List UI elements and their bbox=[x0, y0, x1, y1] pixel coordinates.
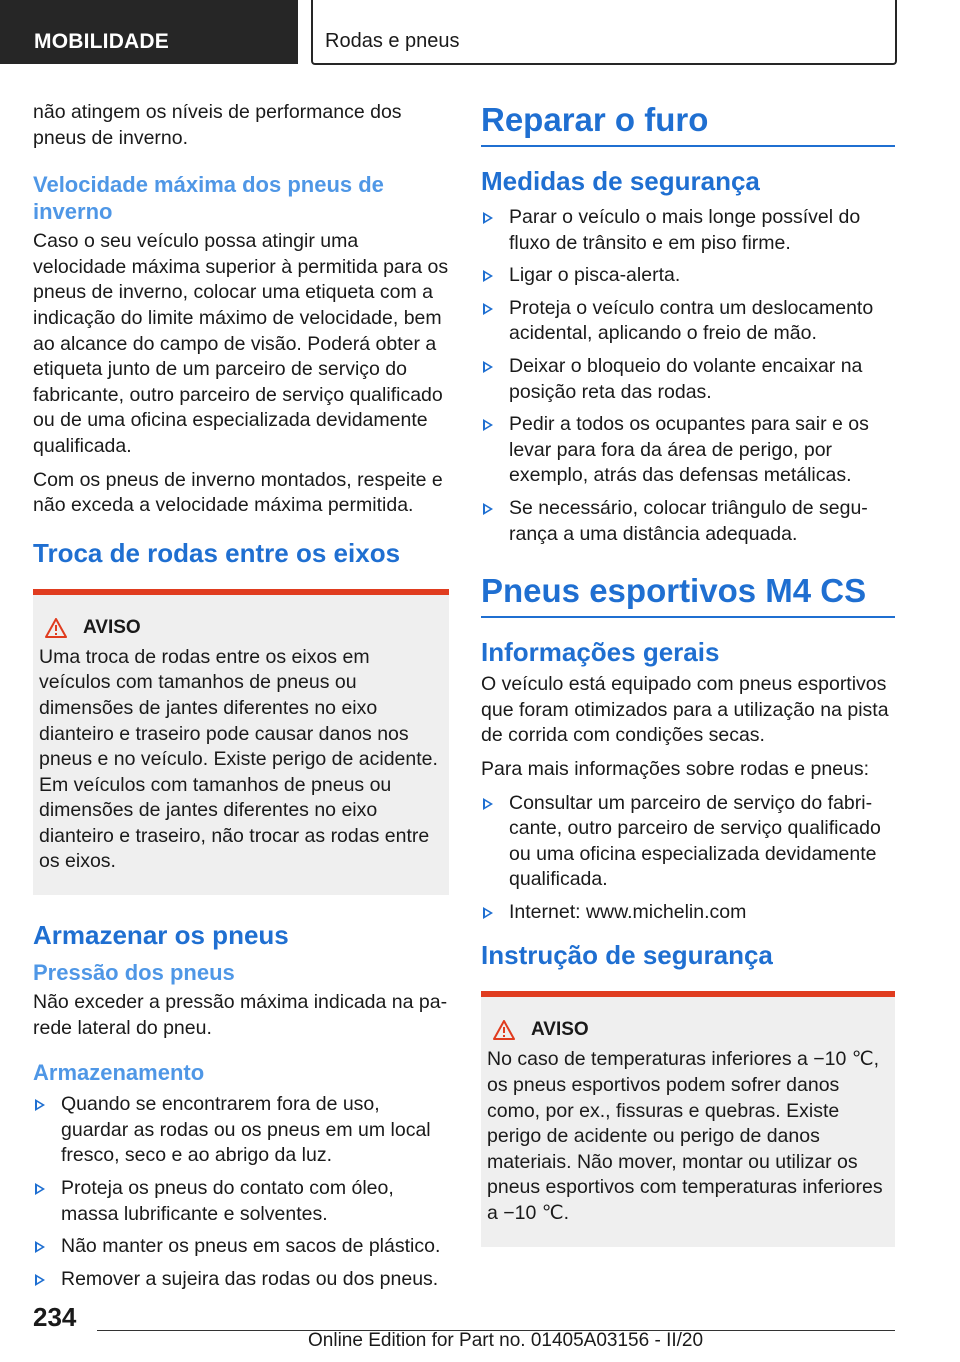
list-item: Consultar um parceiro de serviço do fabricante, outro parceiro de serviço qualificado ou uma oficina especializada devidamente qualificada. bbox=[481, 791, 895, 893]
heading-instrucao: Instrução de segurança bbox=[481, 940, 773, 971]
warning-box-troca bbox=[33, 589, 449, 895]
left-column bbox=[33, 100, 449, 1306]
triangle-bullet-icon bbox=[35, 1241, 45, 1253]
heading-armazenamento: Armazenamento bbox=[33, 1060, 205, 1086]
footer-edition: Online Edition for Part no. 01405A03156 - II/20 bbox=[308, 1330, 704, 1351]
heading-armazenar: Armazenar os pneus bbox=[33, 920, 289, 951]
info-list bbox=[481, 791, 895, 926]
right-column bbox=[481, 100, 895, 1271]
triangle-bullet-icon bbox=[483, 361, 493, 373]
list-item: Ligar o pisca-alerta. bbox=[481, 263, 895, 289]
warning-title: AVISO bbox=[487, 1019, 889, 1041]
paragraph-velocidade-2: Com os pneus de inverno montados, respeite e não exceda a velocidade máxima permitida. bbox=[33, 468, 443, 517]
list-item: Parar o veículo o mais longe possível do fluxo de trânsito e em piso firme. bbox=[481, 205, 895, 256]
warning-box-temperatura bbox=[481, 991, 895, 1246]
triangle-bullet-icon bbox=[483, 270, 493, 282]
triangle-bullet-icon bbox=[35, 1274, 45, 1286]
heading-reparar: Reparar o furo bbox=[481, 100, 895, 147]
section-title: MOBILIDADE bbox=[34, 30, 169, 53]
triangle-bullet-icon bbox=[35, 1099, 45, 1111]
paragraph-velocidade-1: Caso o seu veículo possa atingir uma velocidade máxima superior à permitida para os pneus de inverno, colocar uma etiqueta com a indicação do limite máximo de velocidade, bem ao alcance do campo de visão. Poderá obter a etiqueta junto de um parceiro de serviço do fabricante, outro parceiro de serviço qualificado ou de uma oficina especializada devidamente qualificada. bbox=[33, 230, 449, 457]
warning-text: No caso de temperaturas inferiores a −10 ℃, os pneus esportivos podem sofrer danos como, por ex., fissuras e quebras. Existe perigo de acidente ou perigo de danos materiais. Não mover, montar ou utilizar os pneus esportivos com temperaturas inferiores a −10 ℃. bbox=[487, 1048, 883, 1225]
heading-medidas: Medidas de segurança bbox=[481, 166, 760, 196]
chapter-title: Rodas e pneus bbox=[325, 30, 460, 52]
paragraph-info-2: Para mais informações sobre rodas e pneus: bbox=[481, 757, 870, 780]
triangle-bullet-icon bbox=[483, 907, 493, 919]
heading-pneus-esportivos: Pneus esportivos M4 CS bbox=[481, 571, 895, 618]
list-item: Pedir a todos os ocupantes para sair e os levar para fora da área de perigo, por exemplo, atrás das defensas metálicas. bbox=[481, 412, 895, 489]
triangle-bullet-icon bbox=[483, 212, 493, 224]
list-item: Não manter os pneus em sacos de plástico. bbox=[33, 1234, 449, 1260]
safety-list bbox=[481, 205, 895, 547]
triangle-bullet-icon bbox=[483, 798, 493, 810]
chapter-tab bbox=[311, 0, 897, 65]
paragraph-pressao: Não exceder a pressão máxima indicada na parede lateral do pneu. bbox=[33, 991, 448, 1039]
triangle-bullet-icon bbox=[483, 503, 493, 515]
triangle-bullet-icon bbox=[483, 419, 493, 431]
heading-informacoes: Informações gerais bbox=[481, 637, 720, 668]
heading-velocidade: Velocidade máxima dos pneus de inverno bbox=[33, 172, 384, 225]
page-number: 234 bbox=[33, 1302, 77, 1332]
paragraph-info-1: O veículo está equipado com pneus esportivos que foram otimizados para a utilização na pista de corrida com condições secas. bbox=[481, 673, 889, 747]
section-tab bbox=[0, 0, 298, 64]
warning-triangle-icon bbox=[493, 1020, 515, 1040]
list-item: Proteja o veículo contra um deslocamento acidental, aplicando o freio de mão. bbox=[481, 296, 895, 347]
warning-triangle-icon bbox=[45, 618, 67, 638]
triangle-bullet-icon bbox=[35, 1183, 45, 1195]
triangle-bullet-icon bbox=[483, 303, 493, 315]
intro-text: não atingem os níveis de performance dos pneus de inverno. bbox=[33, 101, 402, 149]
list-item: Deixar o bloqueio do volante encaixar na posição reta das rodas. bbox=[481, 354, 895, 405]
list-item: Proteja os pneus do contato com óleo, massa lubrificante e solventes. bbox=[33, 1176, 449, 1227]
list-item: Remover a sujeira das rodas ou dos pneus. bbox=[33, 1267, 449, 1293]
heading-troca: Troca de rodas entre os eixos bbox=[33, 537, 401, 568]
list-item: Se necessário, colocar triângulo de segurança a uma distância adequada. bbox=[481, 496, 895, 547]
list-item: Internet: www.michelin.com bbox=[481, 900, 895, 926]
heading-pressao: Pressão dos pneus bbox=[33, 960, 235, 986]
list-item: Quando se encontrarem fora de uso, guardar as rodas ou os pneus em um local fresco, seco e ao abrigo da luz. bbox=[33, 1092, 449, 1169]
warning-title: AVISO bbox=[39, 617, 443, 639]
warning-text: Uma troca de rodas entre os eixos em veículos com tamanhos de pneus ou dimensões de jantes diferentes no eixo dianteiro e traseiro pode causar danos nos pneus e no veículo. Existe perigo de acidente. Em veículos com tamanhos de pneus ou dimensões de jantes diferentes no eixo dianteiro e traseiro, não trocar as rodas entre os eixos. bbox=[39, 645, 438, 873]
storage-list bbox=[33, 1092, 449, 1292]
